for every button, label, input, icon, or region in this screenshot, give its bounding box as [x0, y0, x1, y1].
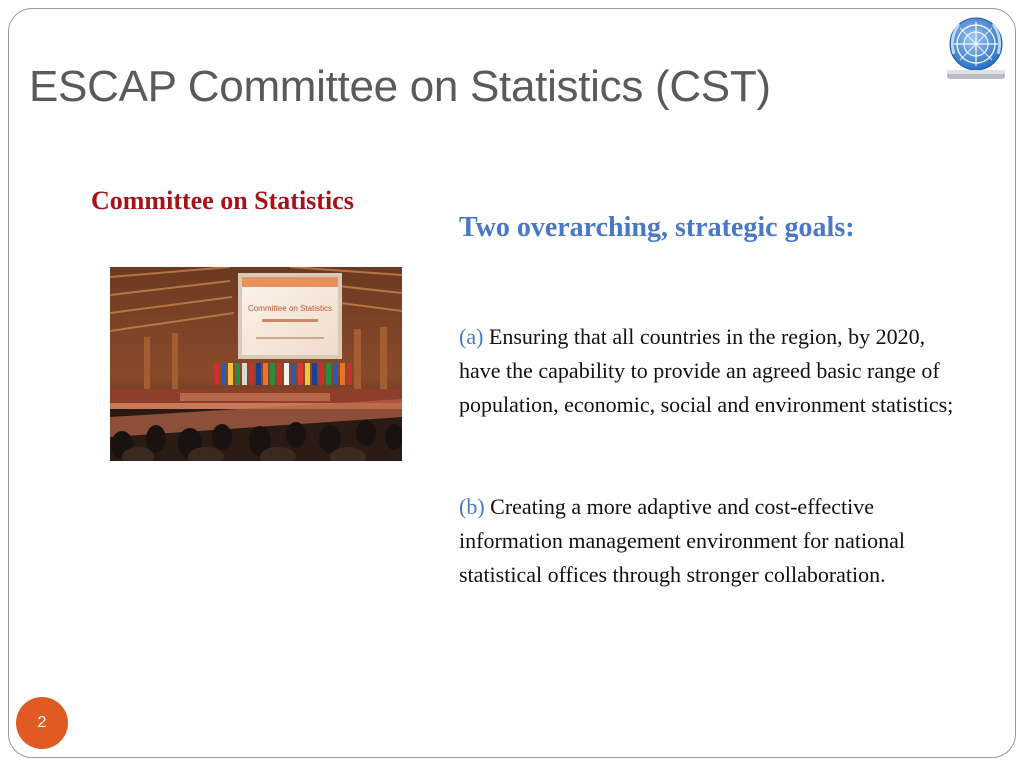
goal-item [459, 320, 959, 422]
goals-heading: Two overarching, strategic goals: [459, 212, 855, 243]
goal-text: Ensuring that all countries in the region, by 2020, have the capability to provide an agreed basic range of population, economic, social and environment statistics; [459, 324, 954, 417]
un-emblem-icon [945, 14, 1007, 86]
slide-title: ESCAP Committee on Statistics (CST) [29, 62, 771, 111]
goal-marker: (b) [459, 494, 485, 519]
goal-item [459, 490, 959, 592]
committee-heading: Committee on Statistics [91, 186, 354, 215]
meeting-photo [110, 267, 402, 461]
page-number-badge: 2 [16, 697, 68, 749]
conference-hall-image [110, 267, 402, 461]
goal-text: Creating a more adaptive and cost-effective information management environment for national statistical offices through stronger collaboration. [459, 494, 905, 587]
goal-marker: (a) [459, 324, 484, 349]
screen-title: Committee on Statistics [247, 304, 333, 313]
